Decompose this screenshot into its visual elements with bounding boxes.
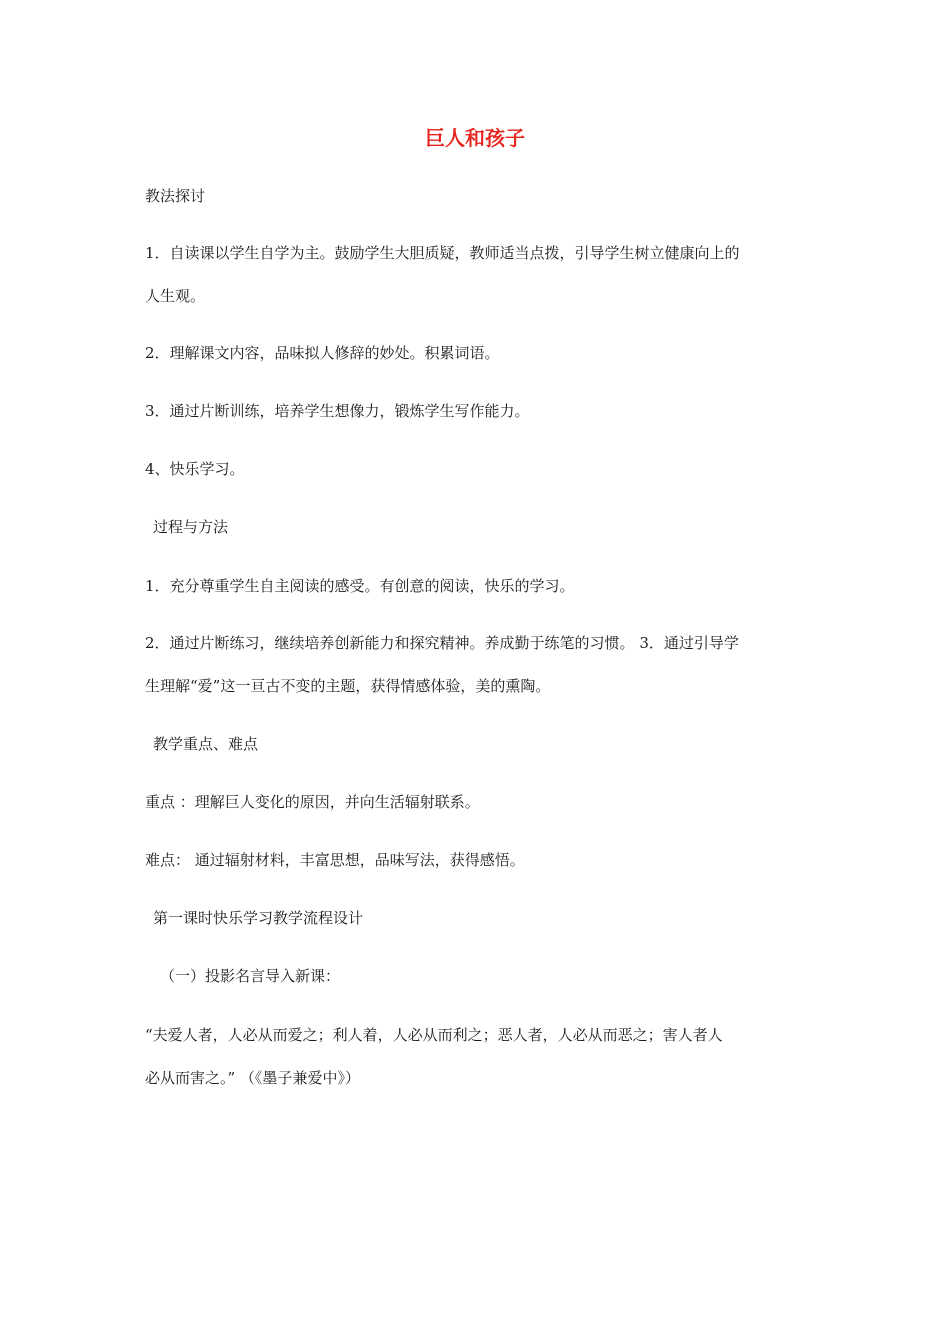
heading-process-methods: 过程与方法 (153, 518, 229, 536)
text-line: 人生观。 (145, 287, 206, 305)
subheading-introduction: （一）投影名言导入新课： (160, 967, 341, 985)
heading-key-points: 教学重点、难点 (153, 735, 259, 753)
text-line: 2．理解课文内容，品味拟人修辞的妙处。积累词语。 (145, 344, 500, 362)
text-line: 1．自读课以学生自学为主。鼓励学生大胆质疑，教师适当点拨，引导学生树立健康向上的 (145, 244, 740, 262)
heading-first-lesson: 第一课时快乐学习教学流程设计 (153, 909, 364, 927)
text-line: 2．通过片断练习，继续培养创新能力和探究精神。养成勤于练笔的习惯。 3．通过引导学 (145, 634, 739, 652)
quote-line: 必从而害之。” （《墨子兼爱中》） (145, 1069, 360, 1087)
text-line: 生理解“爱”这一亘古不变的主题，获得情感体验，美的熏陶。 (145, 677, 551, 695)
heading-teaching-methods: 教法探讨 (145, 187, 206, 205)
text-line: 3．通过片断训练，培养学生想像力，锻炼学生写作能力。 (145, 402, 530, 420)
text-line: 难点： 通过辐射材料，丰富思想，品味写法，获得感悟。 (145, 851, 525, 869)
document-title: 巨人和孩子 (425, 126, 525, 150)
quote-line: “夫爱人者，人必从而爱之；利人着，人必从而利之；恶人者，人必从而恶之；害人者人 (145, 1026, 723, 1044)
text-line: 1．充分尊重学生自主阅读的感受。有创意的阅读，快乐的学习。 (145, 577, 575, 595)
text-line: 4、快乐学习。 (145, 460, 245, 478)
text-line: 重点 ：理解巨人变化的原因，并向生活辐射联系。 (145, 793, 480, 811)
